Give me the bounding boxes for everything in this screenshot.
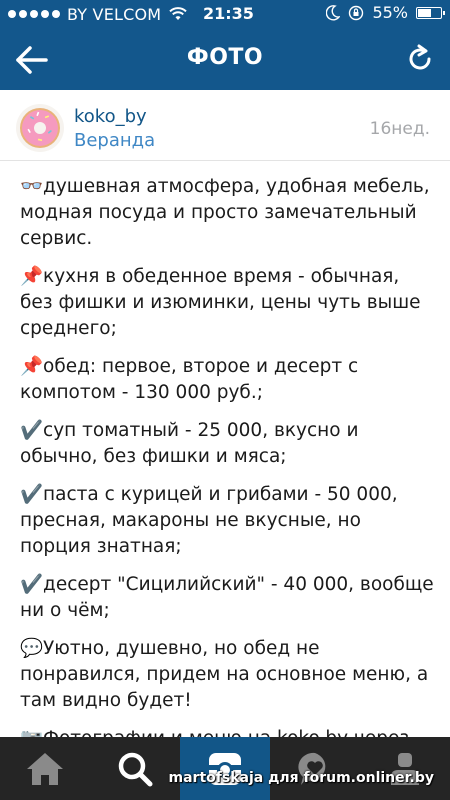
caption-paragraph: 📌обед: первое, второе и десерт с компотом - 130 000 руб.; — [20, 356, 359, 403]
status-bar — [0, 0, 450, 28]
location-link[interactable]: Веранда — [74, 130, 156, 151]
battery-icon — [416, 7, 442, 19]
post-caption — [20, 174, 435, 790]
tab-activity[interactable] — [270, 737, 360, 800]
carrier-name: BY VELCOM — [67, 4, 162, 24]
caption-paragraph: 💬Уютно, душевно, но обед не понравился, придем на основное меню, а там видно будет! — [20, 638, 429, 711]
avatar[interactable] — [16, 104, 64, 152]
tab-search[interactable] — [90, 737, 180, 800]
home-icon — [25, 751, 65, 787]
caption-paragraph: ✔️десерт "Сицилийский" - 40 000, вообще ни о чём; — [20, 574, 434, 621]
search-icon — [116, 750, 154, 788]
page-title: ФОТО — [186, 45, 264, 70]
clock: 21:35 — [203, 4, 254, 23]
caption-paragraph: 📌кухня в обеденное время - обычная, без фишки и изюминки, цены чуть выше среднего; — [20, 266, 421, 339]
wifi-icon — [169, 7, 187, 21]
post-timestamp: 16нед. — [369, 119, 430, 139]
caption-paragraph: ✔️паста с курицей и грибами - 50 000, пресная, макароны не вкусные, но порция знатная; — [20, 484, 398, 557]
tab-profile[interactable] — [360, 737, 450, 800]
orientation-lock-icon — [348, 5, 364, 21]
caption-paragraph: ✔️суп томатный - 25 000, вкусно и обычно, без фишки и мяса; — [20, 420, 359, 467]
navigation-bar — [0, 28, 450, 90]
do-not-disturb-moon-icon — [326, 5, 340, 21]
refresh-icon[interactable] — [404, 43, 436, 75]
post-header — [0, 90, 450, 161]
tab-home[interactable] — [0, 737, 90, 800]
caption-paragraph: 👓душевная атмосфера, удобная мебель, модная посуда и просто замечательный сервис. — [20, 176, 430, 249]
signal-strength-icon — [8, 10, 60, 18]
battery-percent: 55% — [372, 3, 408, 22]
tab-camera[interactable] — [180, 737, 270, 800]
username-link[interactable]: koko_by — [74, 106, 147, 127]
watermark-text: martofskaja для forum.onliner.by — [168, 770, 434, 786]
bottom-tab-bar — [0, 737, 450, 800]
